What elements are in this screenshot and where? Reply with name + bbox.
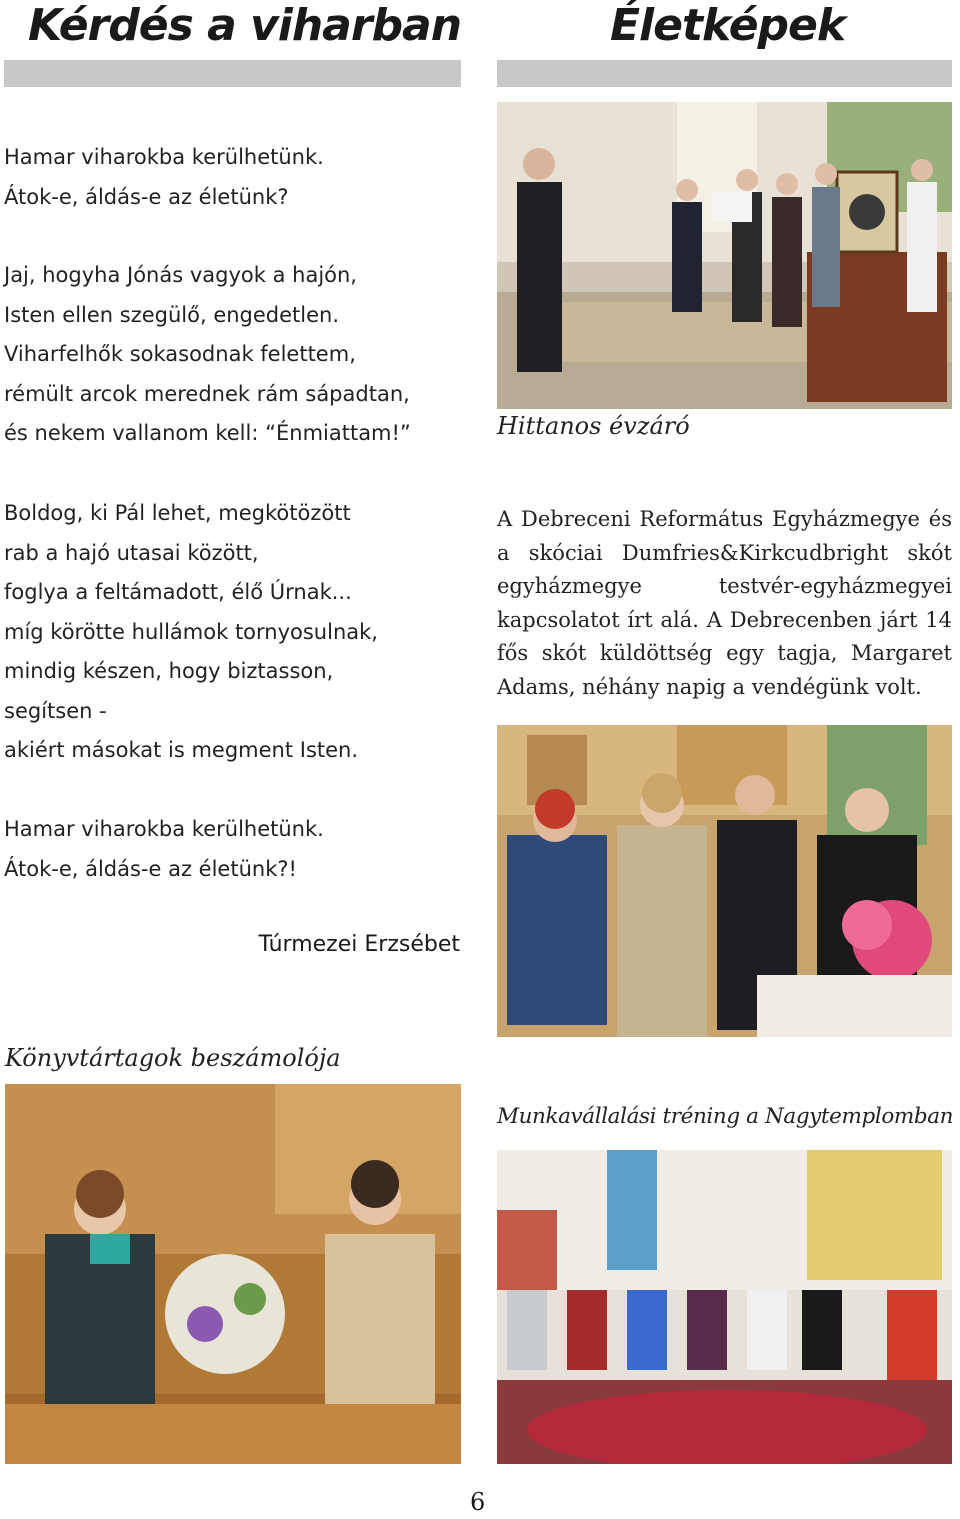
poem-line: Viharfelhők sokasodnak felettem, xyxy=(4,342,356,366)
poem-line: rémült arcok merednek rám sápadtan, xyxy=(4,381,410,406)
heading-right: Életképek xyxy=(610,0,846,51)
photo-delegation xyxy=(497,725,952,1037)
paragraph-delegation: A Debreceni Református Egyházmegye és a skóciai Dumfries&Kirkcudbright skót egyházmegye testvér-egyházmegyei kapcsolatot írt alá. A Debrecenben járt 14 fős skót küldöttség egy tagja, Margaret Adams, néhány napig a vendégünk volt. xyxy=(497,507,952,699)
poem-line: Átok-e, áldás-e az életünk?! xyxy=(4,856,297,881)
caption-hittanos: Hittanos évzáró xyxy=(497,412,690,440)
poem-line: Hamar viharokba kerülhetünk. xyxy=(4,817,324,841)
poem-line: Boldog, ki Pál lehet, megkötözött xyxy=(4,501,351,525)
caption-munka: Munkavállalási tréning a Nagytemplomban xyxy=(497,1104,954,1129)
poem-line: rab a hajó utasai között, xyxy=(4,540,259,565)
poem-stanza-2 xyxy=(4,256,411,454)
poem-line: míg körötte hullámok tornyosulnak, xyxy=(4,619,378,644)
heading-left-bar xyxy=(4,60,461,87)
poem-line: Isten ellen szegülő, engedetlen. xyxy=(4,302,340,327)
poem-line: mindig készen, hogy biztasson, xyxy=(4,659,334,683)
page-number: 6 xyxy=(470,1488,486,1516)
photo-hittanos xyxy=(497,102,952,409)
poem-line: Hamar viharokba kerülhetünk. xyxy=(4,145,324,169)
heading-left: Kérdés a viharban xyxy=(28,0,462,51)
poem-line: foglya a feltámadott, élő Úrnak... xyxy=(4,580,352,604)
poem-line: Átok-e, áldás-e az életünk? xyxy=(4,184,289,209)
poem-author: Túrmezei Erzsébet xyxy=(258,932,460,957)
poem-stanza-3 xyxy=(4,494,378,771)
poem-line: Jaj, hogyha Jónás vagyok a hajón, xyxy=(4,263,357,287)
poem-line: és nekem vallanom kell: “Énmiattam!” xyxy=(4,421,411,445)
poem-stanza-1 xyxy=(4,138,324,217)
photo-training xyxy=(497,1150,952,1464)
heading-right-bar xyxy=(497,60,952,87)
poem-line: segítsen - xyxy=(4,698,107,723)
poem-line: akiért másokat is megment Isten. xyxy=(4,738,359,762)
photo-library xyxy=(5,1084,461,1464)
poem-stanza-4 xyxy=(4,810,324,889)
caption-konyvtar: Könyvtártagok beszámolója xyxy=(5,1044,341,1072)
